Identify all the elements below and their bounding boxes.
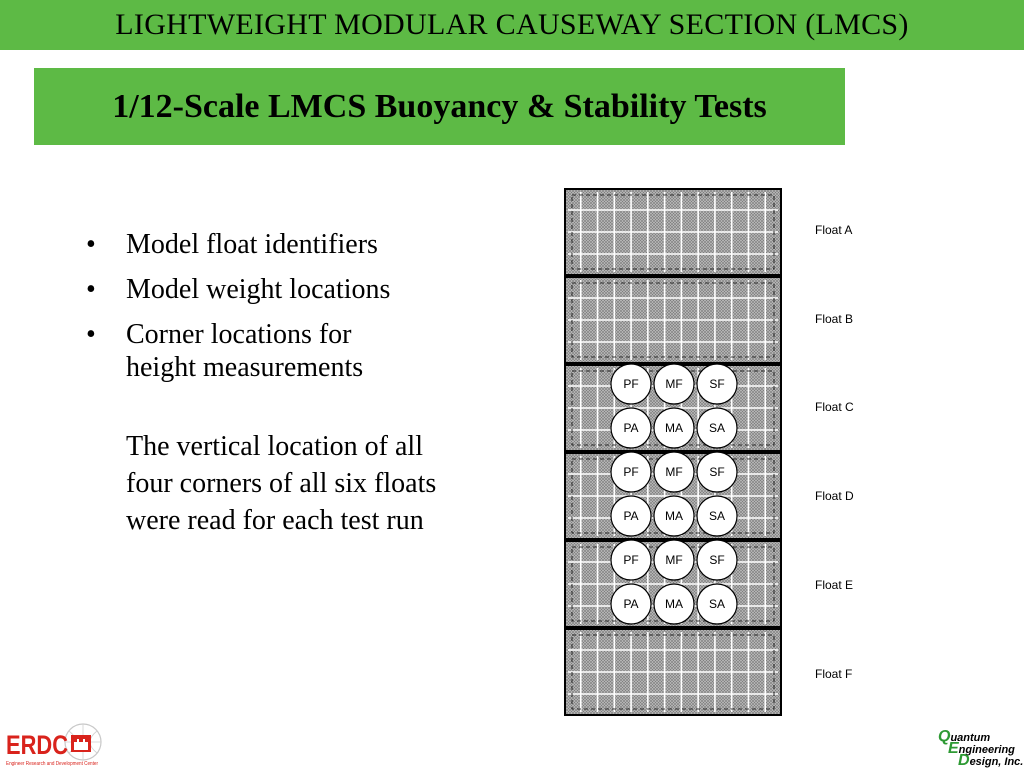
qed-line-2: Engineering [948, 740, 1015, 757]
weight-label: SF [709, 377, 725, 391]
float-panel [565, 629, 781, 715]
weight-label: PA [623, 421, 639, 435]
erdc-logo-text: ERDC [6, 730, 68, 760]
weight-marker [611, 540, 651, 580]
float-label-f: Float F [815, 667, 853, 681]
weight-label: PA [623, 597, 639, 611]
bullet-item [86, 318, 426, 384]
float-diagram [564, 188, 782, 716]
float-panel [565, 189, 781, 275]
weight-label: MF [665, 553, 683, 567]
weight-label: PF [623, 553, 639, 567]
weight-marker [697, 408, 737, 448]
weight-label: PF [623, 377, 639, 391]
weight-marker [611, 452, 651, 492]
weight-label: SF [709, 553, 725, 567]
weight-marker [697, 584, 737, 624]
weight-label: SA [708, 597, 726, 611]
weight-marker [697, 496, 737, 536]
bullet-text: Corner locations for height measurements [126, 319, 364, 383]
bullet-dot-icon: • [86, 274, 96, 305]
float-label-c: Float C [815, 400, 854, 414]
weight-label: SF [709, 465, 725, 479]
float-panel [565, 277, 781, 363]
qed-line-1: Quantum [938, 728, 991, 745]
bullet-text: Model float identifiers [126, 229, 378, 260]
weight-label: MA [665, 597, 683, 611]
weight-marker [654, 540, 694, 580]
bullet-text: Model weight locations [126, 274, 391, 305]
erdc-tagline: Engineer Research and Development Center [6, 761, 99, 767]
weight-marker [654, 364, 694, 404]
weight-marker [654, 584, 694, 624]
qed-logo [938, 728, 1024, 769]
bullet-dot-icon: • [86, 229, 96, 260]
qed-line-3: Design, Inc. [958, 752, 1024, 769]
float-label-e: Float E [815, 578, 854, 592]
weight-label: MA [665, 421, 683, 435]
weight-marker [697, 452, 737, 492]
weight-label: PF [623, 465, 639, 479]
weight-marker [611, 408, 651, 448]
float-label-b: Float B [815, 312, 854, 326]
slide-subtitle: 1/12-Scale LMCS Buoyancy & Stability Tests [112, 88, 767, 125]
weight-marker [611, 364, 651, 404]
note-paragraph: The vertical location of all four corners of all six floats were read for each test run [126, 431, 437, 536]
bullet-dot-icon: • [86, 319, 96, 350]
bullet-list [86, 228, 466, 396]
subtitle-box [34, 68, 845, 145]
float-label-d: Float D [815, 489, 854, 503]
erdc-logo [4, 722, 104, 768]
qed-line-3-text: esign, Inc. [969, 756, 1024, 768]
page-title: LIGHTWEIGHT MODULAR CAUSEWAY SECTION (LMCS) [115, 8, 909, 41]
weight-label: MA [665, 509, 683, 523]
float-label-a: Float A [815, 223, 853, 237]
weight-marker [697, 540, 737, 580]
weight-marker [654, 408, 694, 448]
weight-marker [611, 496, 651, 536]
weight-label: MF [665, 377, 683, 391]
qed-line-1-text: uantum [950, 732, 991, 744]
bullet-item [86, 273, 466, 306]
weight-label: PA [623, 509, 639, 523]
weight-label: SA [708, 509, 726, 523]
bullet-item [86, 228, 466, 261]
weight-marker [654, 496, 694, 536]
weight-marker [697, 364, 737, 404]
qed-line-2-text: ngineering [958, 744, 1015, 756]
weight-label: SA [708, 421, 726, 435]
weight-marker [654, 452, 694, 492]
weight-marker [611, 584, 651, 624]
weight-label: MF [665, 465, 683, 479]
